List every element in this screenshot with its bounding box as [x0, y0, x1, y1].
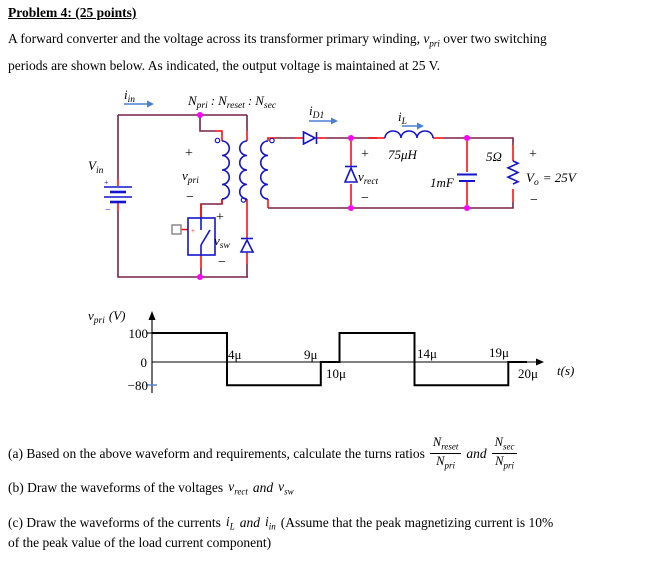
ytick-100: 100	[128, 326, 148, 341]
intro-line-2: periods are shown below. As indicated, the output voltage is maintained at 25 V.	[8, 58, 441, 74]
xtick-10u: 10μ	[326, 366, 346, 381]
vsw-plus-sign: +	[216, 210, 224, 225]
xtick-19u: 19μ	[489, 345, 509, 360]
freewheeling-diode	[345, 167, 357, 183]
output-capacitor	[457, 175, 477, 182]
turns-ratio-fraction-reset: $\frac{N_{reset}}{N_{pri}}$	[430, 436, 462, 472]
vsw-label: $v_{sw}$	[214, 233, 230, 251]
vpri-label: $v_{pri}$	[182, 168, 199, 186]
inductor-value-label: 75μH	[388, 147, 417, 162]
vrect-inline-math: $v_{rect}$	[228, 479, 248, 497]
secondary-polarity-dot	[270, 138, 274, 142]
switch-plus-mark: +	[191, 227, 195, 235]
vin-label: $V_{in}$	[88, 158, 104, 176]
xtick-9u: 9μ	[304, 347, 318, 362]
waveform-xlabel: t(s)	[557, 363, 575, 378]
diode-d1	[304, 132, 317, 144]
xtick-20u: 20μ	[518, 366, 538, 381]
turns-ratio-label: $N_{pri}$ : $N_{reset}$ : $N_{sec}$	[188, 93, 277, 111]
output-inductor	[385, 131, 433, 138]
x-axis-arrowhead	[536, 359, 544, 366]
circuit-wires	[118, 115, 513, 277]
vsw-inline-math: $v_{sw}$	[278, 479, 294, 497]
gate-terminal-square	[172, 225, 181, 234]
turns-ratio-fraction-sec: $\frac{N_{sec}}{N_{pri}}$	[492, 436, 518, 472]
ytick-0: 0	[140, 355, 147, 370]
vo-label: $V_o = 25V$	[526, 170, 576, 188]
vo-minus-sign: −	[530, 193, 538, 208]
vpri-plus-sign: +	[185, 146, 193, 161]
question-c-line-1: (c) Draw the waveforms of the currents $i_L$ and $i_{in}$ (Assume that the peak magnetizing current is 10%	[8, 514, 554, 532]
primary-polarity-dot	[215, 138, 219, 142]
il-inline-math: $i_L$	[225, 514, 235, 532]
vrect-minus-sign: −	[361, 191, 369, 206]
id1-label: $i_{D1}$	[309, 103, 325, 121]
load-resistor	[508, 161, 518, 184]
problem-title: Problem 4: (25 points)	[8, 5, 137, 20]
battery-plus-sign: +	[104, 178, 109, 187]
vsw-minus-sign: −	[218, 255, 226, 270]
transformer-secondary-coil	[261, 138, 274, 199]
intro-line-1: A forward converter and the voltage across its transformer primary winding, $v_{pri}$ over two switching	[8, 31, 547, 49]
battery-minus-sign: −	[105, 205, 111, 216]
waveform-ylabel: $v_{pri}$ (V)	[88, 308, 126, 326]
component-terminal-stubs	[118, 131, 513, 268]
iin-inline-math: $i_{in}$	[264, 514, 276, 532]
xtick-14u: 14μ	[417, 346, 437, 361]
transformer-reset-coil	[240, 141, 247, 202]
il-label: $i_L$	[398, 109, 407, 127]
ytick-minus80: −80	[127, 378, 148, 393]
question-c-line-2: of the peak value of the load current component)	[8, 534, 272, 550]
vpri-inline-math: $v_{pri}$	[423, 31, 440, 49]
vrect-plus-sign: +	[361, 147, 369, 162]
transformer-primary-coil	[215, 138, 229, 199]
capacitor-value-label: 1mF	[430, 175, 454, 190]
resistor-value-label: 5Ω	[486, 149, 502, 164]
question-b: (b) Draw the waveforms of the voltages $v_{rect}$ and $v_{sw}$	[8, 479, 294, 497]
vpri-minus-sign: −	[186, 190, 194, 205]
vo-plus-sign: +	[529, 147, 537, 162]
question-c	[8, 514, 553, 551]
vrect-label: $v_{rect}$	[358, 169, 379, 187]
xtick-4u: 4μ	[228, 347, 242, 362]
iin-label: $i_{in}$	[124, 87, 136, 105]
switch-mosfet	[172, 218, 215, 255]
reset-diode	[241, 239, 253, 253]
y-axis-arrowhead	[149, 311, 156, 320]
question-a: (a) Based on the above waveform and requirements, calculate the turns ratios $\frac{N_{reset}}{N_{pri}}$ and $\frac{N_{sec}}{N_{pri}}$	[8, 436, 517, 472]
vpri-waveform-plot	[88, 308, 574, 393]
